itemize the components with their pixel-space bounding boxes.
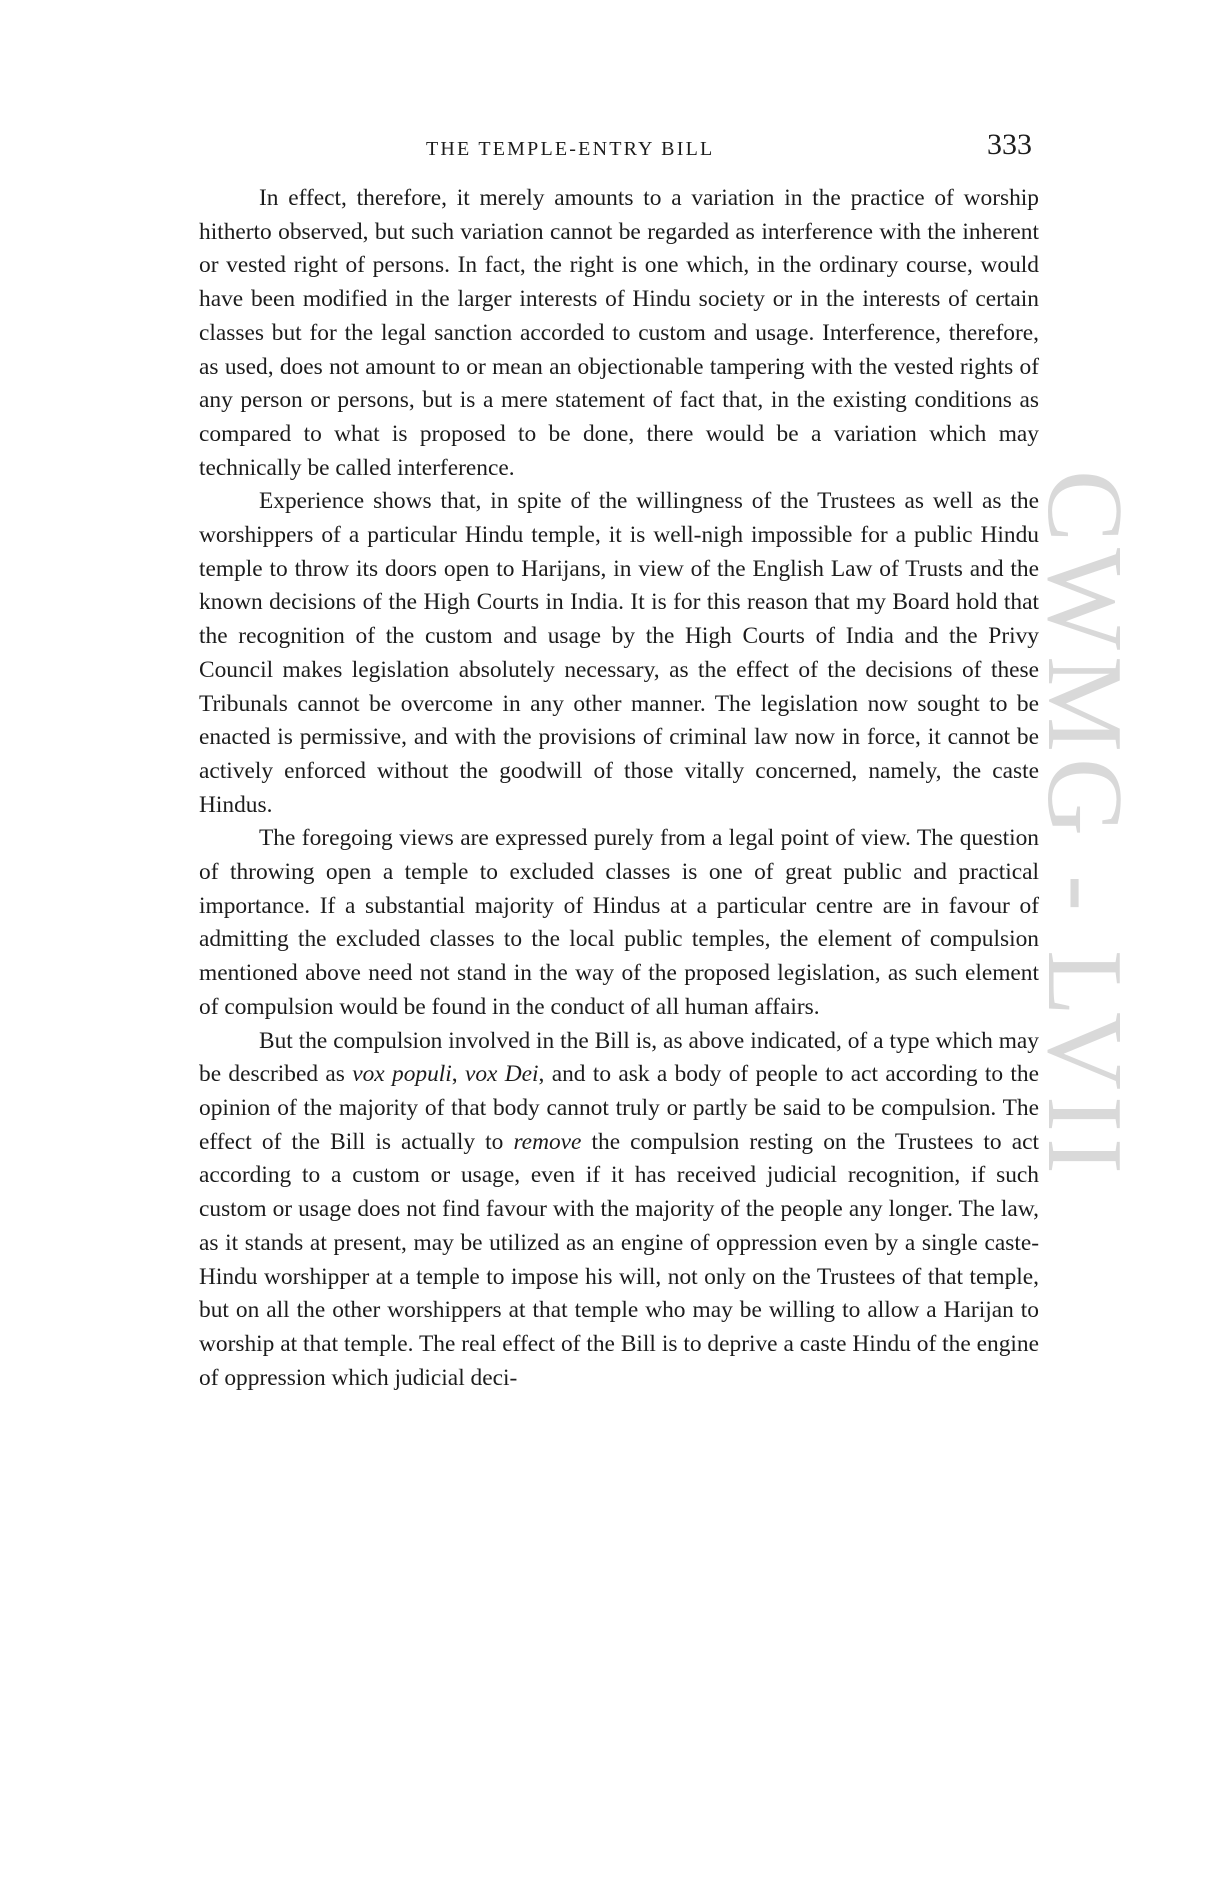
running-head	[198, 128, 1038, 168]
page-number: 333	[987, 128, 1032, 161]
watermark-text: CWMG - LVII	[1025, 470, 1144, 1180]
paragraph-text: In effect, therefore, it merely amounts to a variation in the practice of worship hitherto observed, but such variation cannot be regarded as interference with the inherent or vested right of persons. In fact, the right is one which, in the ordinary course, would have been modified in the larger interests of Hindu society or in the interests of certain classes but for the legal sanction accorded to custom and usage. Interference, therefore, as used, does not amount to or mean an objectionable tampering with the vested rights of any person or persons, but is a mere statement of fact that, in the existing conditions as compared to what is proposed to be done, there would be a variation which may technically be called interference.	[199, 185, 1039, 481]
paragraph-1	[199, 182, 1039, 485]
paragraph-text: the compulsion resting on the Trustees to act according to a custom or usage, even if it has received judicial recognition, if such custom or usage does not find favour with the majority of the people any longer. The law, as it stands at present, may be utilized as an engine of oppression even by a single caste-Hindu worshipper at a temple to impose his will, not only on the Trustees of that temple, but on all the other worshippers at that temple who may be willing to allow a Harijan to worship at that temple. The real effect of the Bill is to deprive a caste Hindu of the engine of oppression which judicial deci-	[199, 1128, 1039, 1391]
paragraph-text: But the compulsion involved in the Bill is, as above indicated, of a type which may be described as	[199, 1027, 1039, 1088]
paragraph-4	[199, 1025, 1039, 1396]
watermark	[1025, 470, 1144, 1420]
paragraph-text: Experience shows that, in spite of the willingness of the Trustees as well as the worshippers of a particular Hindu temple, it is well-nigh impossible for a public Hindu temple to throw its doors open to Harijans, in view of the English Law of Trusts and the known decisions of the High Courts in India. It is for this reason that my Board hold that the recognition of the custom and usage by the High Courts of India and the Privy Council makes legislation absolutely necessary, as the effect of the decisions of these Tribunals cannot be overcome in any other manner. The legislation now sought to be enacted is permissive, and with the provisions of criminal law now in force, it cannot be actively enforced without the goodwill of those vitally concerned, namely, the caste Hindus.	[199, 488, 1039, 818]
paragraph-text: The foregoing views are expressed purely from a legal point of view. The question of throwing open a temple to excluded classes is one of great public and practical importance. If a substantial majority of Hindus at a particular centre are in favour of admitting the excluded classes to the local public temples, the element of compulsion mentioned above need not stand in the way of the proposed legislation, as such element of compulsion would be found in the conduct of all human affairs.	[199, 825, 1039, 1020]
body-text	[199, 182, 1039, 1395]
paragraph-3	[199, 822, 1039, 1024]
paragraph-text: ,	[451, 1061, 465, 1088]
paragraph-text: , and to ask a body of people to act according to the opinion of the majority of that body cannot truly or partly be said to be compulsion. The effect of the Bill is actually to	[199, 1061, 1039, 1155]
paragraph-2	[199, 485, 1039, 822]
latin-phrase-vox-populi: vox populi	[352, 1061, 452, 1088]
emphasis-remove: remove	[513, 1128, 582, 1155]
latin-phrase-vox-dei: vox Dei	[464, 1061, 539, 1088]
running-title: THE TEMPLE-ENTRY BILL	[426, 138, 715, 160]
